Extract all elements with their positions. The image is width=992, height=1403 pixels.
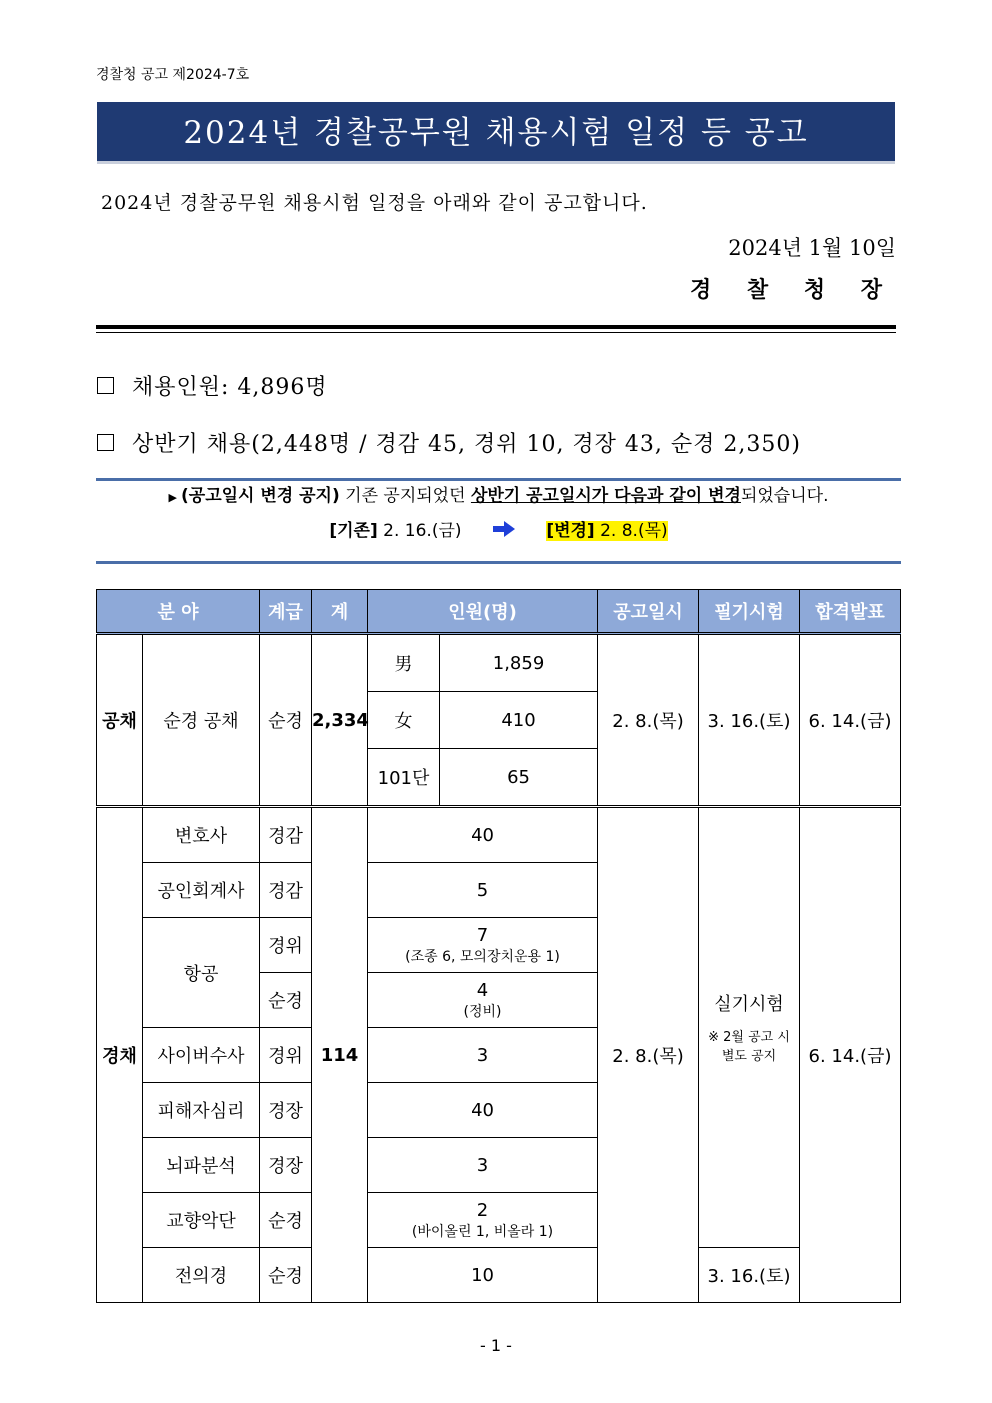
career-exam-note: [699, 1028, 799, 1066]
change-dates: [96, 516, 901, 542]
open-notice-date: 2. 8.(목): [598, 634, 699, 807]
career-rank: 경위: [260, 1028, 312, 1083]
notice-number: 경찰청 공고 제2024-7호: [96, 67, 250, 83]
header-notice-date: 공고일시: [598, 590, 699, 634]
divider-thick: [96, 325, 896, 329]
change-emphasis: 상반기 공고일시가 다음과 같이 변경: [470, 486, 741, 506]
table-row: [97, 1248, 901, 1303]
checkbox-icon: [97, 434, 114, 451]
career-field: 교향악단: [143, 1193, 260, 1248]
header-personnel: 인원(명): [368, 590, 598, 634]
open-category: 공채: [97, 634, 143, 807]
summary-total: [97, 370, 328, 401]
schedule-table: [96, 589, 901, 1303]
open-row-count: 410: [440, 692, 598, 749]
open-row-label: 女: [368, 692, 440, 749]
career-field: 피해자심리: [143, 1083, 260, 1138]
career-rank: 경장: [260, 1138, 312, 1193]
rule-bottom: [96, 561, 901, 564]
career-exam-note-line2: 별도 공지: [721, 1048, 777, 1064]
career-count: 10: [368, 1248, 598, 1303]
checkbox-icon: [97, 377, 114, 394]
career-field: 변호사: [143, 807, 260, 863]
open-written-exam: 3. 16.(토): [699, 634, 800, 807]
open-row-count: 65: [440, 749, 598, 807]
career-rank: 경감: [260, 863, 312, 918]
page-number: - 1 -: [480, 1336, 512, 1355]
career-count: 4: [476, 979, 489, 1001]
header-written-exam: 필기시험: [699, 590, 800, 634]
header-total: 계: [312, 590, 368, 634]
career-exam-note-line1: ※ 2월 공고 시: [708, 1029, 790, 1045]
career-field: 뇌파분석: [143, 1138, 260, 1193]
page-title: 2024년 경찰공무원 채용시험 일정 등 공고: [97, 102, 895, 164]
divider-thin: [96, 332, 896, 333]
career-count: 2: [476, 1199, 489, 1221]
career-total: 114: [312, 807, 368, 1303]
old-label: [기존]: [329, 521, 378, 541]
career-count: 7: [476, 924, 489, 946]
career-rank: 순경: [260, 1248, 312, 1303]
open-row-count: 1,859: [440, 634, 598, 692]
career-last-exam: 3. 16.(토): [699, 1248, 800, 1303]
summary-first-half: [97, 427, 801, 458]
career-exam: [699, 807, 800, 1248]
career-exam-main: 실기시험: [714, 993, 784, 1015]
career-detail: (조종 6, 모의장치운용 1): [405, 948, 560, 965]
open-total: 2,334: [312, 634, 368, 807]
career-rank: 순경: [260, 1193, 312, 1248]
table-row: [97, 634, 901, 692]
old-date: 2. 16.(금): [377, 521, 462, 541]
career-rank: 경감: [260, 807, 312, 863]
open-field: 순경 공채: [143, 634, 260, 807]
open-rank: 순경: [260, 634, 312, 807]
career-count: 3: [368, 1028, 598, 1083]
summary-first-half-text: 상반기 채용(2,448명 / 경감 45, 경위 10, 경장 43, 순경 2,350): [132, 432, 801, 457]
arrow-right-icon: [493, 521, 515, 542]
change-text-after: 되었습니다.: [740, 486, 829, 506]
signer: 경 찰 청 장: [690, 278, 896, 303]
notice-date: 2024년 1월 10일: [728, 236, 896, 260]
career-category: 경채: [97, 807, 143, 1303]
open-result: 6. 14.(금): [800, 634, 901, 807]
triangle-bullet-icon: ▶: [168, 491, 177, 504]
new-label: [변경]: [546, 521, 595, 541]
career-count: 5: [368, 863, 598, 918]
career-count-detail: [368, 918, 598, 973]
change-notice-line: [96, 481, 901, 506]
change-notice: [96, 481, 901, 542]
open-row-label: 101단: [368, 749, 440, 807]
summary-total-text: 채용인원: 4,896명: [132, 375, 328, 400]
career-count: 40: [368, 807, 598, 863]
career-rank: 경위: [260, 918, 312, 973]
career-field: 공인회계사: [143, 863, 260, 918]
table-header-row: [97, 590, 901, 634]
career-field: 전의경: [143, 1248, 260, 1303]
header-result: 합격발표: [800, 590, 901, 634]
career-field: 항공: [143, 918, 260, 1028]
change-text-before: 기존 공지되었던: [339, 486, 471, 506]
new-date-highlight: [546, 521, 667, 541]
header-field: 분 야: [97, 590, 260, 634]
career-detail: (바이올린 1, 비올라 1): [411, 1223, 554, 1240]
career-field: 사이버수사: [143, 1028, 260, 1083]
header-rank: 계급: [260, 590, 312, 634]
open-row-label: 男: [368, 634, 440, 692]
career-rank: 경장: [260, 1083, 312, 1138]
career-count: 40: [368, 1083, 598, 1138]
table-row: [97, 807, 901, 863]
career-result: 6. 14.(금): [800, 807, 901, 1303]
career-rank: 순경: [260, 973, 312, 1028]
career-notice-date: 2. 8.(목): [598, 807, 699, 1303]
career-count: 3: [368, 1138, 598, 1193]
intro-text: 2024년 경찰공무원 채용시험 일정을 아래와 같이 공고합니다.: [101, 192, 648, 214]
career-count-detail: [368, 973, 598, 1028]
new-date: 2. 8.(목): [594, 521, 668, 541]
career-detail: (정비): [463, 1003, 502, 1020]
career-count-detail: [368, 1193, 598, 1248]
change-label: (공고일시 변경 공지): [181, 486, 340, 506]
